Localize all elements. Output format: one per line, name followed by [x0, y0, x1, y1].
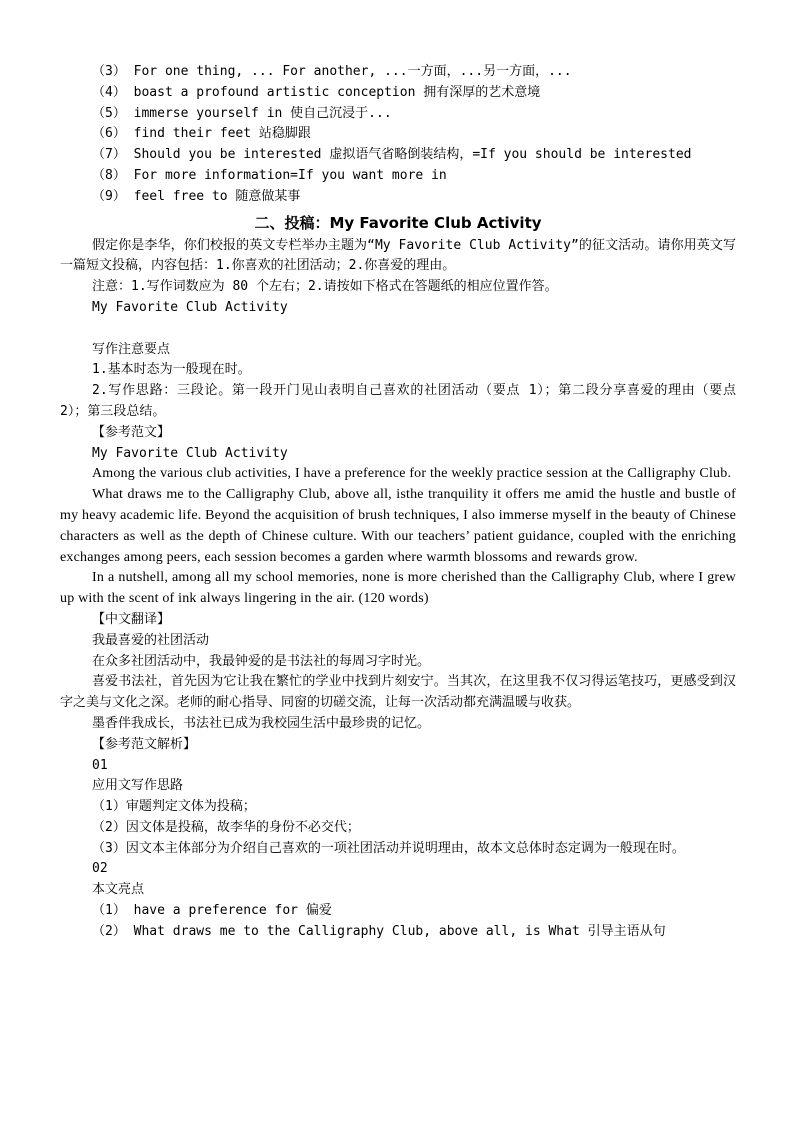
phrase-item-8: （8） For more information=If you want more in — [92, 167, 447, 183]
analysis-item-2: （2）因文体是投稿，故李华的身份不必交代； — [92, 819, 360, 835]
translation-paragraph-3: 墨香伴我成长，书法社已成为我校园生活中最珍贵的记忆。 — [92, 715, 431, 731]
model-essay-label: 【参考范文】 — [92, 424, 171, 440]
translation-heading: 我最喜爱的社团活动 — [92, 632, 210, 648]
model-essay-paragraph-2: What draws me to the Calligraphy Club, above all, isthe tranquility it offers me amid the hustle and bustle of my heavy academic life. Beyond the acquisition of brush techniques, I also immerse myself in the beauty of Chinese characters as well as the depth of Chinese culture. With our teachers’ patient guidance, coupled with the enriching exchanges among peers, each session becomes a garden where warmth blossoms and rewards grow. — [60, 487, 736, 565]
analysis-label: 【参考范文解析】 — [92, 736, 197, 752]
section-title: 二、投稿：My Favorite Club Activity — [254, 213, 542, 232]
tips-item-1: 1.基本时态为一般现在时。 — [92, 362, 251, 378]
prompt-heading: My Favorite Club Activity — [92, 299, 288, 315]
translation-label: 【中文翻译】 — [92, 611, 171, 627]
analysis-number-2: 02 — [92, 861, 108, 877]
highlight-item-2: （2） What draws me to the Calligraphy Club, above all, is What 引导主语从句 — [92, 923, 666, 939]
analysis-item-3: （3）因文本主体部分为介绍自己喜欢的一项社团活动并说明理由，故本文总体时态定调为一般现在时。 — [92, 840, 685, 856]
translation-paragraph-1: 在众多社团活动中，我最钟爱的是书法社的每周习字时光。 — [92, 653, 431, 669]
document-page — [60, 62, 736, 943]
phrase-item-5: （5） immerse yourself in 使自己沉浸于... — [92, 105, 392, 121]
analysis-title-2: 本文亮点 — [92, 882, 145, 898]
analysis-title-1: 应用文写作思路 — [92, 778, 184, 794]
model-essay-paragraph-1: Among the various club activities, I have a preference for the weekly practice session at the Calligraphy Club. — [92, 466, 732, 482]
tips-title: 写作注意要点 — [92, 341, 171, 357]
tips-item-2: 2.写作思路：三段论。第一段开门见山表明自己喜欢的社团活动（要点 1）；第二段分享喜爱的理由（要点 2）；第三段总结。 — [60, 383, 736, 419]
prompt-paragraph-1: 假定你是李华，你们校报的英文专栏举办主题为“My Favorite Club Activity”的征文活动。请你用英文写一篇短文投稿，内容包括：1.你喜欢的社团活动；2.你喜爱的理由。 — [60, 237, 736, 274]
analysis-item-1: （1）审题判定文体为投稿； — [92, 799, 256, 815]
phrase-item-3: （3） For one thing, ... For another, ...一方面，...另一方面，... — [92, 64, 572, 79]
phrase-item-9: （9） feel free to 随意做某事 — [92, 188, 301, 204]
phrase-item-7: （7） Should you be interested 虚拟语气省略倒装结构，=If you should be interested — [92, 147, 692, 163]
phrase-item-4: （4） boast a profound artistic conception 拥有深厚的艺术意境 — [92, 84, 541, 100]
model-essay-heading: My Favorite Club Activity — [92, 445, 288, 461]
blank-line — [60, 319, 736, 340]
phrase-item-6: （6） find their feet 站稳脚跟 — [92, 126, 311, 142]
analysis-number-1: 01 — [92, 757, 108, 773]
model-essay-paragraph-3: In a nutshell, among all my school memories, none is more cherished than the Calligraphy Club, where I grew up with the scent of ink always lingering in the air. (120 words) — [60, 570, 736, 607]
translation-paragraph-2: 喜爱书法社，首先因为它让我在繁忙的学业中找到片刻安宁。当其次，在这里我不仅习得运笔技巧，更感受到汉字之美与文化之深。老师的耐心指导、同窗的切磋交流，让每一次活动都充满温暖与收获。 — [60, 674, 736, 711]
prompt-paragraph-2: 注意：1.写作词数应为 80 个左右；2.请按如下格式在答题纸的相应位置作答。 — [92, 279, 558, 295]
highlight-item-1: （1） have a preference for 偏爱 — [92, 903, 332, 919]
